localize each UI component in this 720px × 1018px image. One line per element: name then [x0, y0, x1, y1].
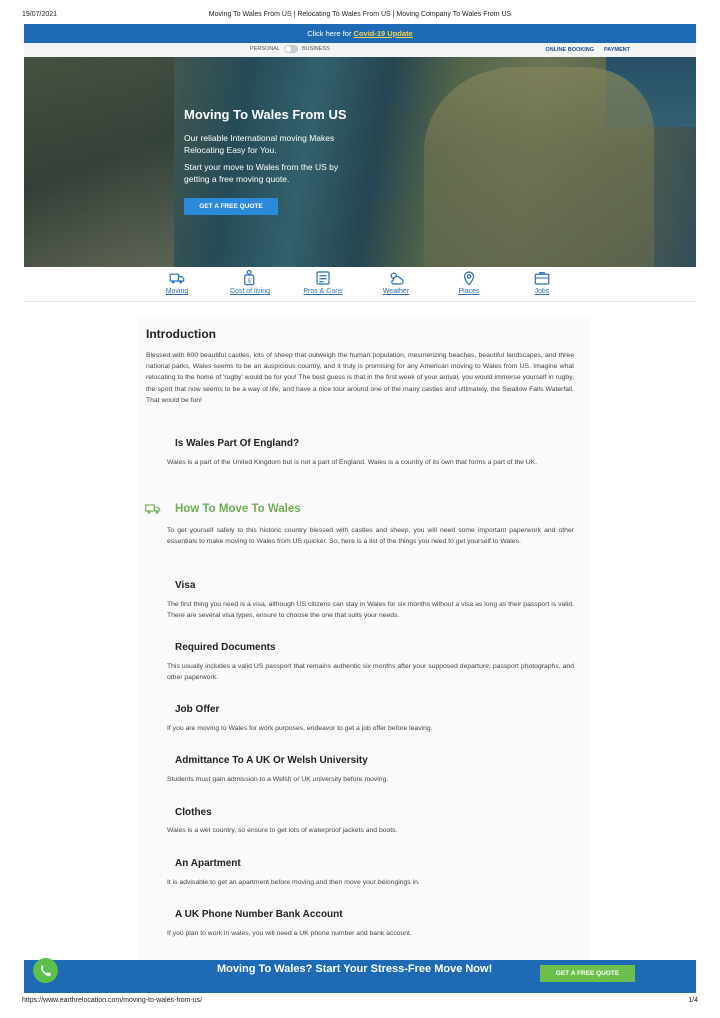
nav-item-weather[interactable]	[366, 268, 426, 295]
england-text: Wales is a part of the United Kingdom but is not a part of England. Wales is a country of its own that forms a part of the UK.	[167, 459, 538, 466]
visa-text: The first thing you need is a visa, although US citizens can stay in Wales for six months without a visa as long as their passport is valid. There are several visa types, ensure to choose the one that suits your needs.	[167, 601, 574, 620]
intro-text: Blessed with 600 beautiful castles, lots of sheep that outweigh the human population, mesmerizing beaches, beautiful landscapes, and three national parks, Wales seems to be an auspicious country, and it truly is promising for any American moving to Wales from US. Imagine what relocating to the home of 'rugby' would be for you! The best guess is that in the first week of your arrival, you would immerse yourself in rugby, the sport that now seems to be a way of life, and have a nice tour around one of the many castles and ultimately, the Swallow Falls Waterfall. That would be fun!	[146, 352, 574, 404]
nav-item-pros-cons[interactable]	[293, 268, 353, 295]
print-page-number: 1/4	[688, 997, 698, 1004]
phone-bank-heading: A UK Phone Number Bank Account	[175, 909, 343, 920]
nav-item-jobs[interactable]	[512, 268, 572, 295]
hero-banner	[24, 57, 696, 267]
print-url: https://www.earthrelocation.com/moving-to-wales-from-us/	[22, 997, 203, 1004]
account-type-toggle[interactable]	[284, 45, 298, 53]
phone-icon	[33, 958, 58, 983]
nav-label-places: Places	[458, 288, 480, 295]
nav-label-jobs: Jobs	[534, 288, 550, 295]
business-label: BUSINESS	[301, 46, 330, 52]
uni-heading: Admittance To A UK Or Welsh University	[175, 755, 368, 766]
sticky-quote-button[interactable]: GET A FREE QUOTE	[540, 965, 635, 982]
howto-heading: How To Move To Wales	[175, 503, 301, 515]
docs-text: This usually includes a valid US passport that remains authentic six months after your supposed departure, passport photographs, and other paperwork.	[167, 663, 574, 682]
sticky-cta-message: Moving To Wales? Start Your Stress-Free Move Now!	[217, 963, 493, 975]
hero-subtitle: Our reliable International moving Makes Relocating Easy for You.	[184, 133, 335, 155]
top-bar	[24, 43, 696, 57]
hero-title: Moving To Wales From US	[184, 107, 347, 122]
intro-heading: Introduction	[146, 327, 216, 341]
covid-text: Click here for	[307, 29, 354, 38]
nav-label-weather: Weather	[382, 288, 410, 295]
personal-label: PERSONAL	[250, 46, 280, 52]
account-type-toggle-group	[250, 45, 330, 53]
print-header	[0, 0, 720, 22]
weather-icon	[387, 269, 405, 287]
hero-overlay	[24, 57, 696, 267]
uni-text: Students must gain admission to a Welsh or UK university before moving.	[167, 776, 389, 783]
apartment-text: It is advisable to get an apartment before moving and then move your belongings in.	[167, 879, 420, 886]
payment-link[interactable]: PAYMENT	[604, 47, 630, 53]
covid-update-link[interactable]: Covid-19 Update	[353, 29, 413, 38]
briefcase-icon	[533, 269, 551, 287]
nav-item-moving[interactable]	[147, 268, 207, 295]
nav-label-moving: Moving	[165, 288, 189, 295]
call-button[interactable]	[33, 958, 58, 983]
print-title: Moving To Wales From US | Relocating To Wales From US | Moving Company To Wales From US	[208, 11, 512, 18]
nav-label-cost: Cost of living	[229, 288, 271, 295]
svg-text:$: $	[247, 277, 252, 285]
sticky-cta-bar	[24, 960, 696, 993]
howto-text: To get yourself safely to this historic country blessed with castles and sheep, you will need some important paperwork and other essentials to make moving to Wales from US quicker. So, here is a list of the things you need to get yourself to Wales.	[167, 527, 574, 546]
hero-quote-button[interactable]: GET A FREE QUOTE	[184, 198, 278, 215]
online-booking-link[interactable]: ONLINE BOOKING	[545, 47, 595, 53]
clothes-heading: Clothes	[175, 807, 212, 818]
money-icon	[241, 269, 259, 287]
clothes-text: Wales is a wet country, so ensure to get lots of waterproof jackets and boots.	[167, 827, 398, 834]
topic-nav	[24, 268, 696, 302]
job-text: If you are moving to Wales for work purposes, endeavor to get a job offer before leaving.	[167, 725, 433, 732]
job-heading: Job Offer	[175, 704, 220, 715]
england-heading: Is Wales Part Of England?	[175, 438, 300, 449]
docs-heading: Required Documents	[175, 642, 276, 653]
truck-icon	[168, 269, 186, 287]
print-date: 19/07/2021	[22, 11, 58, 18]
phone-bank-text: If you plan to work in wales, you will need a UK phone number and bank account.	[167, 930, 412, 937]
nav-label-pros-cons: Pros & Cons	[303, 288, 343, 295]
visa-heading: Visa	[175, 580, 196, 591]
nav-item-places[interactable]	[439, 268, 499, 295]
hero-description: Start your move to Wales from the US by getting a free moving quote.	[184, 162, 339, 184]
location-pin-icon	[460, 269, 478, 287]
covid-banner	[24, 24, 696, 43]
truck-icon	[145, 503, 161, 515]
apartment-heading: An Apartment	[175, 858, 241, 869]
nav-item-cost-of-living[interactable]	[220, 268, 280, 295]
list-icon	[314, 269, 332, 287]
top-links	[545, 47, 630, 53]
